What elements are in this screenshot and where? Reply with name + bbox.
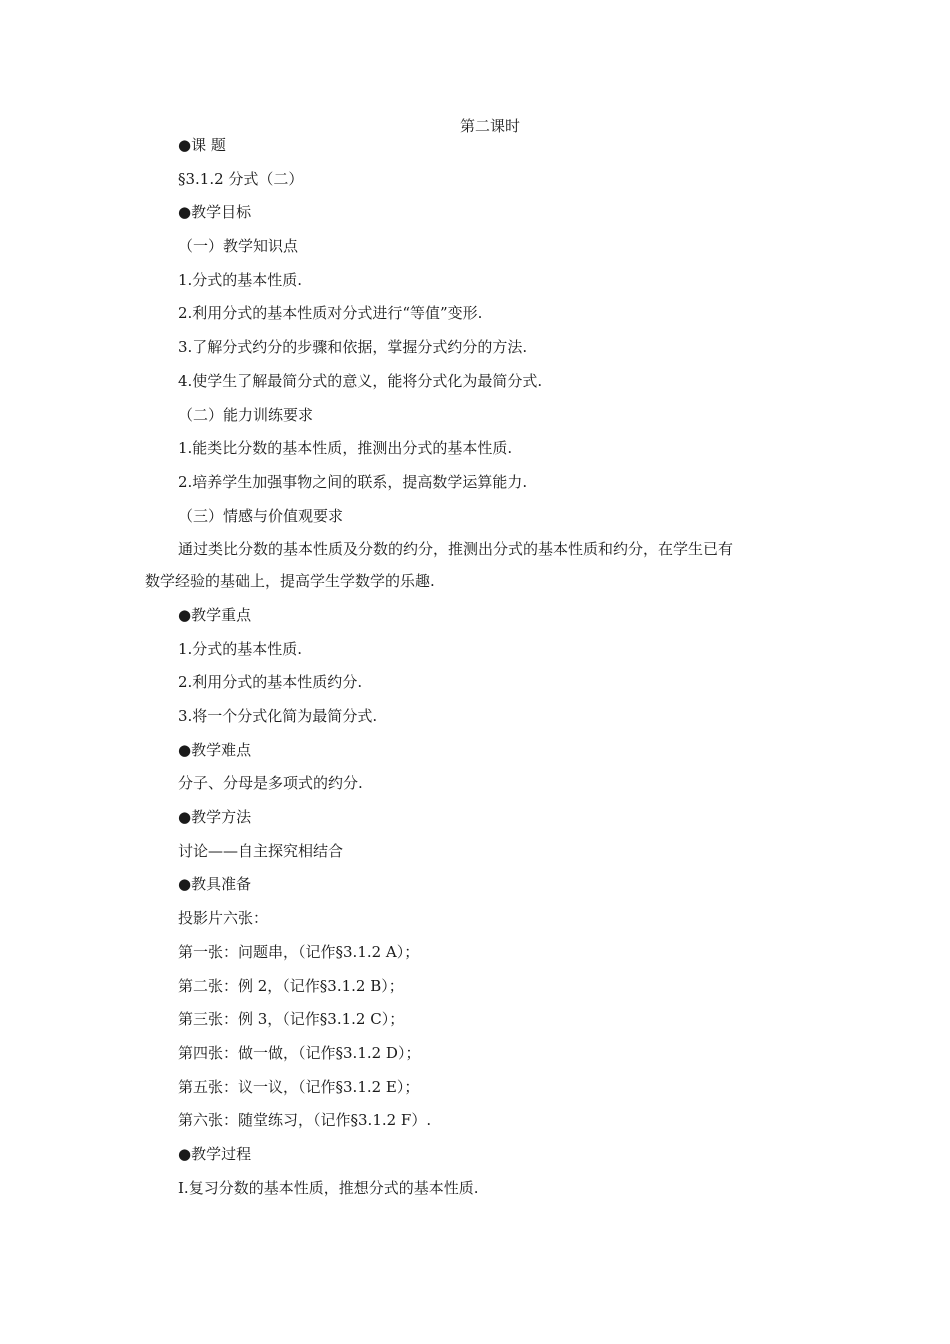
list-item: 第四张：做一做，（记作§3.1.2 D）； xyxy=(178,1043,421,1062)
list-item: 1.能类比分数的基本性质，推测出分式的基本性质. xyxy=(178,439,513,458)
list-item: Ⅰ.复习分数的基本性质，推想分式的基本性质. xyxy=(178,1178,479,1197)
list-item: 第一张：问题串，（记作§3.1.2 A）； xyxy=(178,942,420,961)
subheading-ability: （二）能力训练要求 xyxy=(178,405,314,424)
paragraph-line: 数学经验的基础上，提高学生学数学的乐趣. xyxy=(145,572,435,591)
list-item: 3.将一个分式化简为最简分式. xyxy=(178,707,378,725)
list-item: 分子、分母是多项式的约分. xyxy=(178,774,363,793)
lesson-topic: §3.1.2 分式（二） xyxy=(178,169,304,188)
document-body xyxy=(145,134,818,1210)
list-item: 投影片六张： xyxy=(178,909,269,928)
list-item: 第五张：议一议，（记作§3.1.2 E）； xyxy=(178,1077,420,1096)
section-heading-goals: ●教学目标 xyxy=(178,203,252,222)
section-heading-methods: ●教学方法 xyxy=(178,808,252,827)
section-heading-process: ●教学过程 xyxy=(178,1144,252,1163)
list-item: 2.利用分式的基本性质对分式进行“等值”变形. xyxy=(178,304,483,323)
section-heading-topic: ●课 题 xyxy=(178,136,226,154)
list-item: 2.培养学生加强事物之间的联系，提高数学运算能力. xyxy=(178,472,528,491)
values-paragraph xyxy=(145,538,785,592)
paragraph-line: 通过类比分数的基本性质及分数的约分，推测出分式的基本性质和约分，在学生已有 xyxy=(178,540,734,559)
section-heading-key-points: ●教学重点 xyxy=(178,605,252,624)
section-heading-difficulties: ●教学难点 xyxy=(178,740,252,759)
page-title: 第二课时 xyxy=(459,117,520,135)
section-heading-materials: ●教具准备 xyxy=(178,875,252,894)
list-item: 第三张：例 3，（记作§3.1.2 C）； xyxy=(178,1010,405,1029)
list-item: 4.使学生了解最简分式的意义，能将分式化为最简分式. xyxy=(178,371,543,390)
list-item: 讨论——自主探究相结合 xyxy=(178,841,344,860)
list-item: 第六张：随堂练习，（记作§3.1.2 F）. xyxy=(178,1111,432,1130)
list-item: 第二张：例 2，（记作§3.1.2 B）； xyxy=(178,976,404,995)
list-item: 1.分式的基本性质. xyxy=(178,639,303,658)
subheading-values: （三）情感与价值观要求 xyxy=(178,506,344,525)
subheading-knowledge: （一）教学知识点 xyxy=(178,237,299,256)
list-item: 3.了解分式约分的步骤和依据，掌握分式约分的方法. xyxy=(178,338,528,357)
list-item: 1.分式的基本性质. xyxy=(178,270,303,289)
list-item: 2.利用分式的基本性质约分. xyxy=(178,673,363,692)
